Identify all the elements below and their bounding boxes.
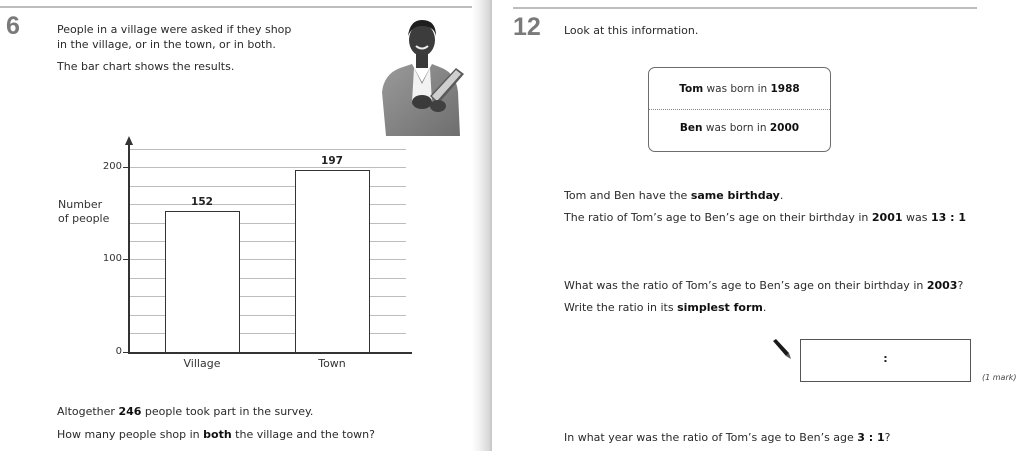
question-text: How many people shop in both the village and the town? bbox=[57, 428, 375, 441]
gridline bbox=[128, 167, 406, 168]
y-axis-label-line: of people bbox=[58, 212, 110, 225]
y-tick-label: 100 bbox=[102, 253, 122, 264]
question-year-ratio: In what year was the ratio of Tom’s age to Ben’s age 3 : 1? bbox=[564, 431, 891, 444]
info-box bbox=[648, 67, 831, 152]
survey-total-text: Altogether 246 people took part in the survey. bbox=[57, 405, 314, 418]
question-number: 6 bbox=[6, 12, 20, 40]
question-ratio-2003: What was the ratio of Tom’s age to Ben’s age on their birthday in 2003? bbox=[564, 279, 964, 292]
y-tick-label: 0 bbox=[115, 346, 122, 357]
simplest-form-instruction: Write the ratio in its simplest form. bbox=[564, 301, 767, 314]
intro-text: Look at this information. bbox=[564, 24, 699, 37]
bar-value-town: 197 bbox=[321, 155, 343, 167]
intro-line-1: People in a village were asked if they shop bbox=[57, 23, 292, 36]
y-axis-label bbox=[58, 198, 109, 226]
info-row-ben: Ben was born in 2000 bbox=[679, 122, 800, 134]
gridline bbox=[128, 149, 406, 150]
bar-value-village: 152 bbox=[191, 196, 213, 208]
top-rule-right bbox=[513, 7, 977, 9]
ratio-separator: : bbox=[883, 352, 888, 365]
y-tick-label: 200 bbox=[102, 161, 122, 172]
y-axis bbox=[128, 140, 130, 353]
intro-line-3: The bar chart shows the results. bbox=[57, 60, 235, 73]
mark-label: (1 mark) bbox=[982, 373, 1017, 382]
person-illustration-icon bbox=[376, 12, 470, 136]
page-gutter bbox=[472, 0, 492, 451]
y-axis-arrow-icon bbox=[125, 136, 133, 145]
bar-chart bbox=[50, 130, 420, 380]
info-row-tom: Tom was born in 1988 bbox=[679, 83, 800, 95]
pencil-icon bbox=[770, 338, 792, 360]
fact-same-birthday: Tom and Ben have the same birthday. bbox=[564, 189, 784, 202]
top-rule bbox=[0, 6, 472, 8]
answer-ratio-input[interactable] bbox=[800, 339, 971, 382]
woman-photo bbox=[376, 12, 470, 136]
x-axis bbox=[128, 352, 412, 354]
y-tick bbox=[123, 167, 129, 168]
category-label-village: Village bbox=[183, 357, 221, 370]
bar-town bbox=[295, 170, 370, 352]
fact-ratio-2001: The ratio of Tom’s age to Ben’s age on their birthday in 2001 was 13 : 1 bbox=[564, 211, 967, 224]
category-label-town: Town bbox=[318, 357, 346, 370]
info-divider bbox=[649, 109, 830, 110]
intro-line-2: in the village, or in the town, or in both. bbox=[57, 38, 276, 51]
question-number-right: 12 bbox=[513, 13, 541, 41]
bar-village bbox=[165, 211, 240, 352]
y-axis-label-line: Number bbox=[58, 198, 103, 211]
y-tick bbox=[123, 352, 129, 353]
left-page bbox=[0, 0, 472, 451]
y-tick bbox=[123, 259, 129, 260]
